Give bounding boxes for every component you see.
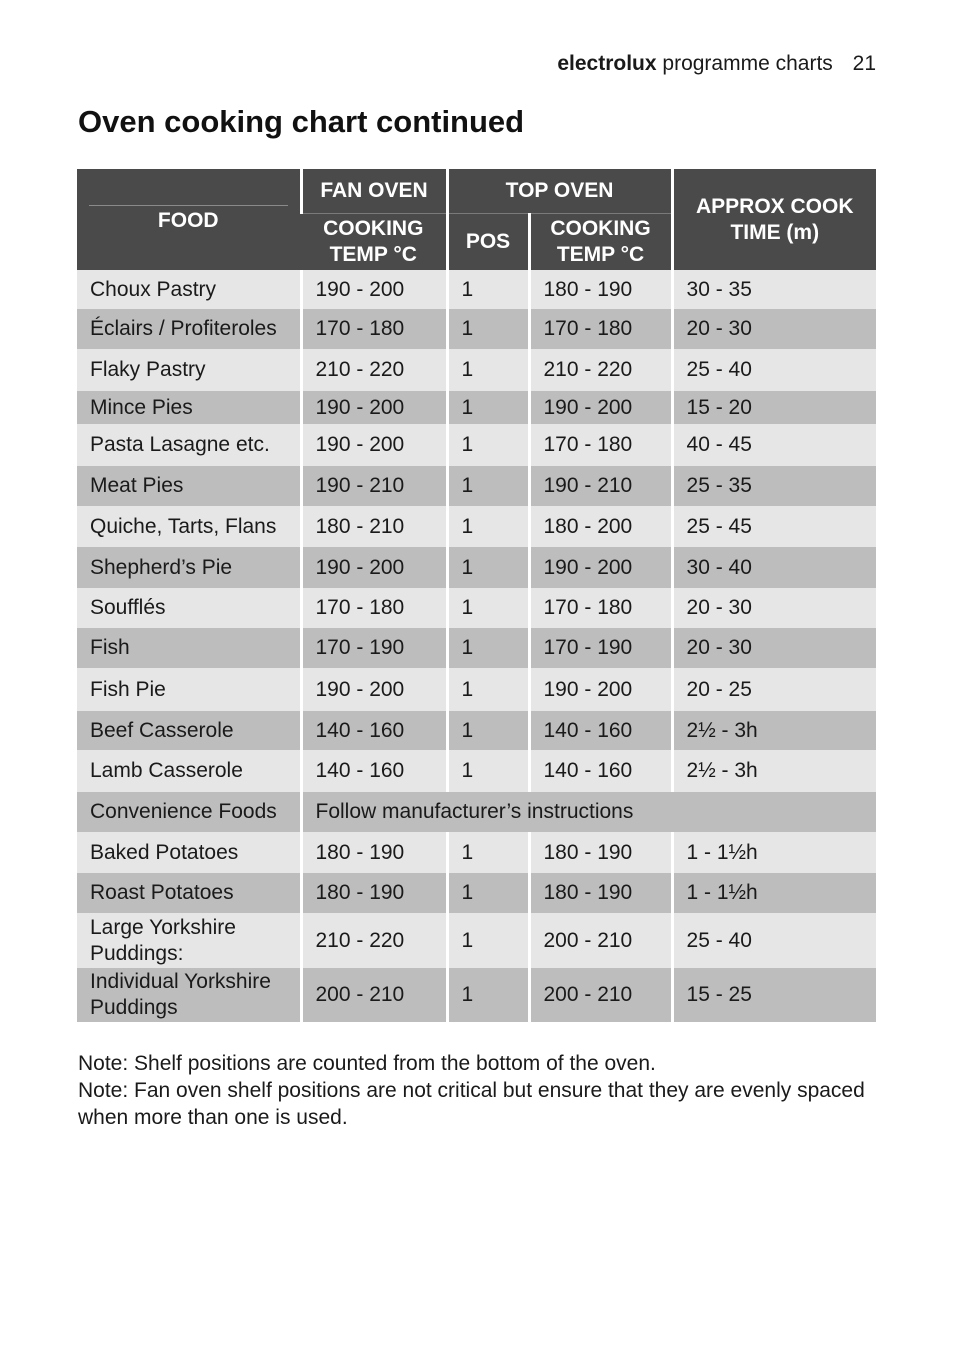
fan-temp-cell: 180 - 190: [301, 832, 447, 873]
top-temp-cell: 140 - 160: [529, 711, 672, 750]
section-name: programme charts: [662, 52, 833, 75]
table-row: [77, 832, 876, 873]
header-top-oven: TOP OVEN: [447, 169, 672, 214]
table-row: [77, 466, 876, 506]
brand-name: electrolux: [557, 52, 657, 75]
food-cell: Meat Pies: [77, 466, 301, 506]
food-cell: Choux Pastry: [77, 270, 301, 309]
top-temp-cell: 170 - 180: [529, 424, 672, 466]
pos-cell: 1: [447, 711, 529, 750]
fan-temp-cell: 190 - 200: [301, 668, 447, 711]
food-cell: Quiche, Tarts, Flans: [77, 506, 301, 547]
pos-cell: 1: [447, 668, 529, 711]
pos-cell: 1: [447, 968, 529, 1022]
fan-temp-cell: 190 - 200: [301, 547, 447, 588]
cook-time-cell: 20 - 25: [672, 668, 876, 711]
pos-cell: 1: [447, 588, 529, 628]
table-row: [77, 309, 876, 349]
top-temp-cell: 190 - 200: [529, 547, 672, 588]
table-row: [77, 270, 876, 309]
header-top-pos: POS: [447, 214, 529, 271]
food-cell: Soufflés: [77, 588, 301, 628]
food-cell: Éclairs / Profiteroles: [77, 309, 301, 349]
table-row: [77, 711, 876, 750]
pos-cell: 1: [447, 506, 529, 547]
table-row: [77, 391, 876, 424]
cook-time-cell: 15 - 20: [672, 391, 876, 424]
food-cell: Large Yorkshire Puddings:: [77, 913, 301, 968]
pos-cell: 1: [447, 466, 529, 506]
top-temp-cell: 190 - 200: [529, 668, 672, 711]
food-cell: Baked Potatoes: [77, 832, 301, 873]
top-temp-cell: 170 - 180: [529, 309, 672, 349]
cook-time-cell: 25 - 40: [672, 913, 876, 968]
fan-temp-cell: 170 - 180: [301, 309, 447, 349]
food-cell: Mince Pies: [77, 391, 301, 424]
table-row: [77, 668, 876, 711]
header-fan-cooking-temp: COOKING TEMP °C: [301, 214, 447, 271]
pos-cell: 1: [447, 628, 529, 668]
pos-cell: 1: [447, 391, 529, 424]
cook-time-cell: 30 - 35: [672, 270, 876, 309]
fan-temp-cell: 200 - 210: [301, 968, 447, 1022]
pos-cell: 1: [447, 913, 529, 968]
table-row: [77, 873, 876, 913]
page-number: 21: [852, 52, 876, 75]
top-temp-cell: 200 - 210: [529, 968, 672, 1022]
cook-time-cell: 30 - 40: [672, 547, 876, 588]
food-cell: Shepherd’s Pie: [77, 547, 301, 588]
food-cell: Individual Yorkshire Puddings: [77, 968, 301, 1022]
food-cell: Beef Casserole: [77, 711, 301, 750]
note-fan-shelf-positions: Note: Fan oven shelf positions are not critical but ensure that they are evenly spaced when more than one is used.: [78, 1079, 865, 1129]
table-row: [77, 349, 876, 391]
pos-cell: 1: [447, 750, 529, 792]
header-top-cooking-temp: COOKING TEMP °C: [529, 214, 672, 271]
table-row: [77, 968, 876, 1022]
top-temp-cell: 170 - 190: [529, 628, 672, 668]
instructions-cell: Follow manufacturer’s instructions: [301, 792, 876, 832]
pos-cell: 1: [447, 349, 529, 391]
fan-temp-cell: 170 - 190: [301, 628, 447, 668]
cook-time-cell: 25 - 45: [672, 506, 876, 547]
fan-temp-cell: 170 - 180: [301, 588, 447, 628]
chart-body: [77, 270, 876, 1022]
top-temp-cell: 180 - 190: [529, 832, 672, 873]
note-shelf-positions: Note: Shelf positions are counted from the bottom of the oven.: [78, 1052, 656, 1075]
table-row: [77, 506, 876, 547]
top-temp-cell: 180 - 190: [529, 270, 672, 309]
cook-time-cell: 1 - 1½h: [672, 832, 876, 873]
notes: [78, 1050, 878, 1131]
fan-temp-cell: 190 - 200: [301, 391, 447, 424]
header-approx-cook-time: APPROX COOK TIME (m): [672, 169, 876, 270]
pos-cell: 1: [447, 547, 529, 588]
header-fan-oven: FAN OVEN: [301, 169, 447, 214]
food-cell: Roast Potatoes: [77, 873, 301, 913]
pos-cell: 1: [447, 424, 529, 466]
top-temp-cell: 170 - 180: [529, 588, 672, 628]
table-row: [77, 913, 876, 968]
fan-temp-cell: 210 - 220: [301, 349, 447, 391]
table-row: [77, 424, 876, 466]
oven-cooking-chart: [77, 169, 876, 1022]
cook-time-cell: 15 - 25: [672, 968, 876, 1022]
table-row: [77, 750, 876, 792]
pos-cell: 1: [447, 309, 529, 349]
food-cell: Convenience Foods: [77, 792, 301, 832]
table-row: [77, 547, 876, 588]
fan-temp-cell: 180 - 210: [301, 506, 447, 547]
pos-cell: 1: [447, 832, 529, 873]
top-temp-cell: 140 - 160: [529, 750, 672, 792]
cook-time-cell: 2½ - 3h: [672, 711, 876, 750]
food-cell: Pasta Lasagne etc.: [77, 424, 301, 466]
pos-cell: 1: [447, 873, 529, 913]
fan-temp-cell: 210 - 220: [301, 913, 447, 968]
top-temp-cell: 190 - 210: [529, 466, 672, 506]
fan-temp-cell: 190 - 210: [301, 466, 447, 506]
food-cell: Fish Pie: [77, 668, 301, 711]
cook-time-cell: 2½ - 3h: [672, 750, 876, 792]
top-temp-cell: 210 - 220: [529, 349, 672, 391]
cook-time-cell: 20 - 30: [672, 628, 876, 668]
cook-time-cell: 25 - 40: [672, 349, 876, 391]
food-cell: Fish: [77, 628, 301, 668]
cook-time-cell: 40 - 45: [672, 424, 876, 466]
table-row: [77, 588, 876, 628]
pos-cell: 1: [447, 270, 529, 309]
fan-temp-cell: 190 - 200: [301, 424, 447, 466]
cook-time-cell: 1 - 1½h: [672, 873, 876, 913]
food-cell: Flaky Pastry: [77, 349, 301, 391]
fan-temp-cell: 180 - 190: [301, 873, 447, 913]
page-header: [557, 52, 876, 76]
cook-time-cell: 20 - 30: [672, 588, 876, 628]
cook-time-cell: 20 - 30: [672, 309, 876, 349]
food-cell: Lamb Casserole: [77, 750, 301, 792]
top-temp-cell: 180 - 190: [529, 873, 672, 913]
top-temp-cell: 200 - 210: [529, 913, 672, 968]
fan-temp-cell: 190 - 200: [301, 270, 447, 309]
table-row: [77, 628, 876, 668]
fan-temp-cell: 140 - 160: [301, 711, 447, 750]
header-food: FOOD: [77, 169, 301, 270]
table-row: [77, 792, 876, 832]
top-temp-cell: 180 - 200: [529, 506, 672, 547]
page-title: Oven cooking chart continued: [78, 104, 525, 139]
fan-temp-cell: 140 - 160: [301, 750, 447, 792]
top-temp-cell: 190 - 200: [529, 391, 672, 424]
cook-time-cell: 25 - 35: [672, 466, 876, 506]
